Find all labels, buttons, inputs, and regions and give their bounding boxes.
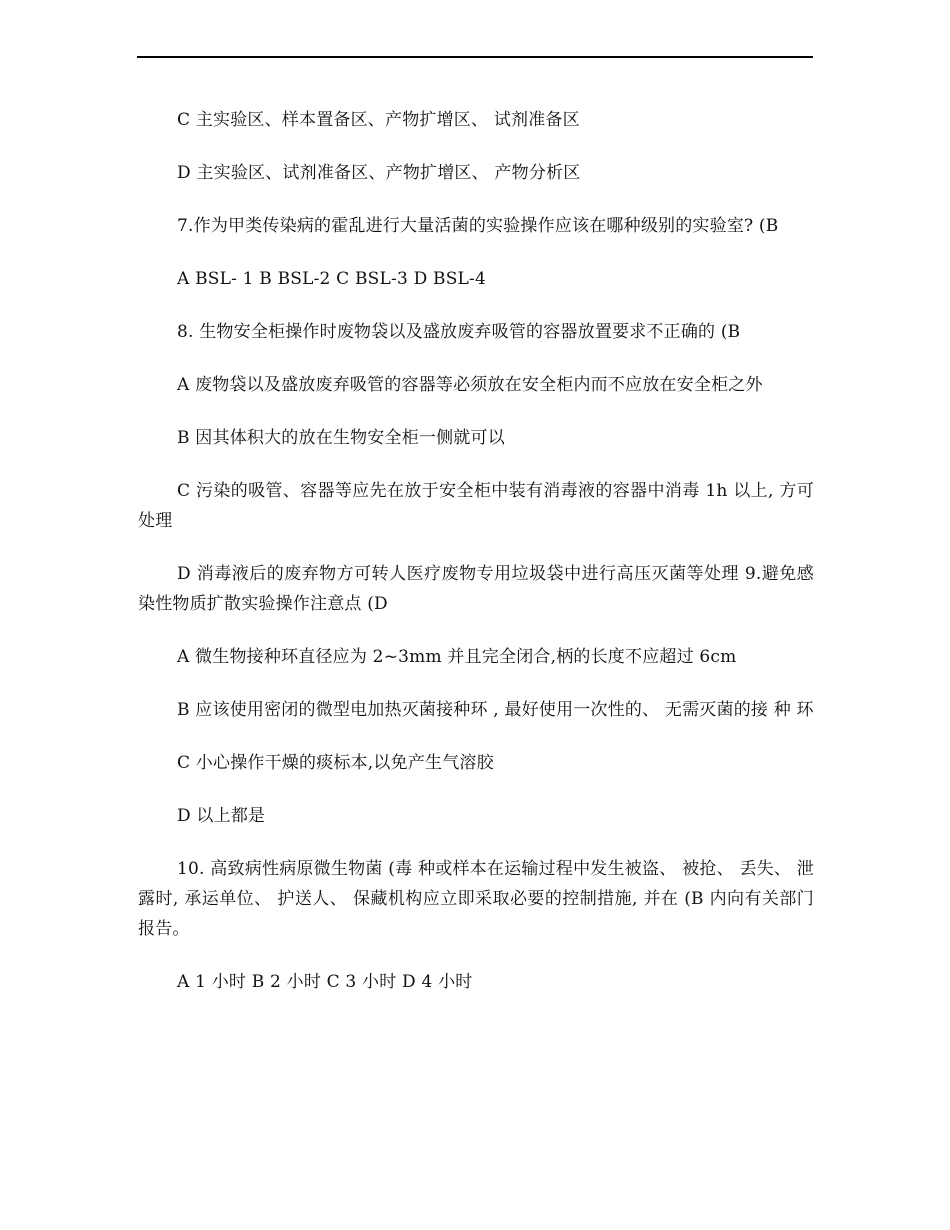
question-7-options: A BSL- 1 B BSL-2 C BSL-3 D BSL-4 (177, 269, 486, 289)
question-9-option-d: D 以上都是 (177, 806, 266, 826)
question-8-option-d-and-question-9: D 消毒液后的废弃物方可转人医疗废物专用垃圾袋中进行高压灭菌等处理 9.避免感染性物质扩散实验操作注意点 (D (138, 564, 814, 614)
question-8-option-b: B 因其体积大的放在生物安全柜一侧就可以 (177, 428, 505, 448)
option-d-lab-zones: D 主实验区、试剂准备区、产物扩增区、 产物分析区 (177, 163, 581, 183)
question-9-option-b: B 应该使用密闭的微型电加热灭菌接种环 , 最好使用一次性的、 无需灭菌的接 种 环 (177, 700, 814, 720)
question-10: 10. 高致病性病原微生物菌 (毒 种或样本在运输过程中发生被盗、 被抢、 丢失、 泄露时, 承运单位、 护送人、 保藏机构应立即采取必要的控制措施, 并在 (B 内向有关部门报告。 (138, 859, 814, 939)
question-10-options: A 1 小时 B 2 小时 C 3 小时 D 4 小时 (177, 972, 473, 992)
question-8-option-a: A 废物袋以及盛放废弃吸管的容器等必须放在安全柜内而不应放在安全柜之外 (177, 375, 763, 395)
question-9-option-c: C 小心操作干燥的痰标本,以免产生气溶胶 (177, 753, 494, 773)
option-c-lab-zones: C 主实验区、样本置备区、产物扩增区、 试剂准备区 (177, 110, 580, 130)
document-body (138, 105, 814, 997)
question-9-option-a: A 微生物接种环直径应为 2~3mm 并且完全闭合,柄的长度不应超过 6cm (177, 647, 737, 667)
question-7: 7.作为甲类传染病的霍乱进行大量活菌的实验操作应该在哪种级别的实验室? (B (177, 216, 779, 236)
question-8-option-c: C 污染的吸管、容器等应先在放于安全柜中装有消毒液的容器中消毒 1h 以上, 方可处理 (138, 481, 814, 531)
header-rule (137, 56, 813, 58)
question-8: 8. 生物安全柜操作时废物袋以及盛放废弃吸管的容器放置要求不正确的 (B (177, 322, 741, 342)
